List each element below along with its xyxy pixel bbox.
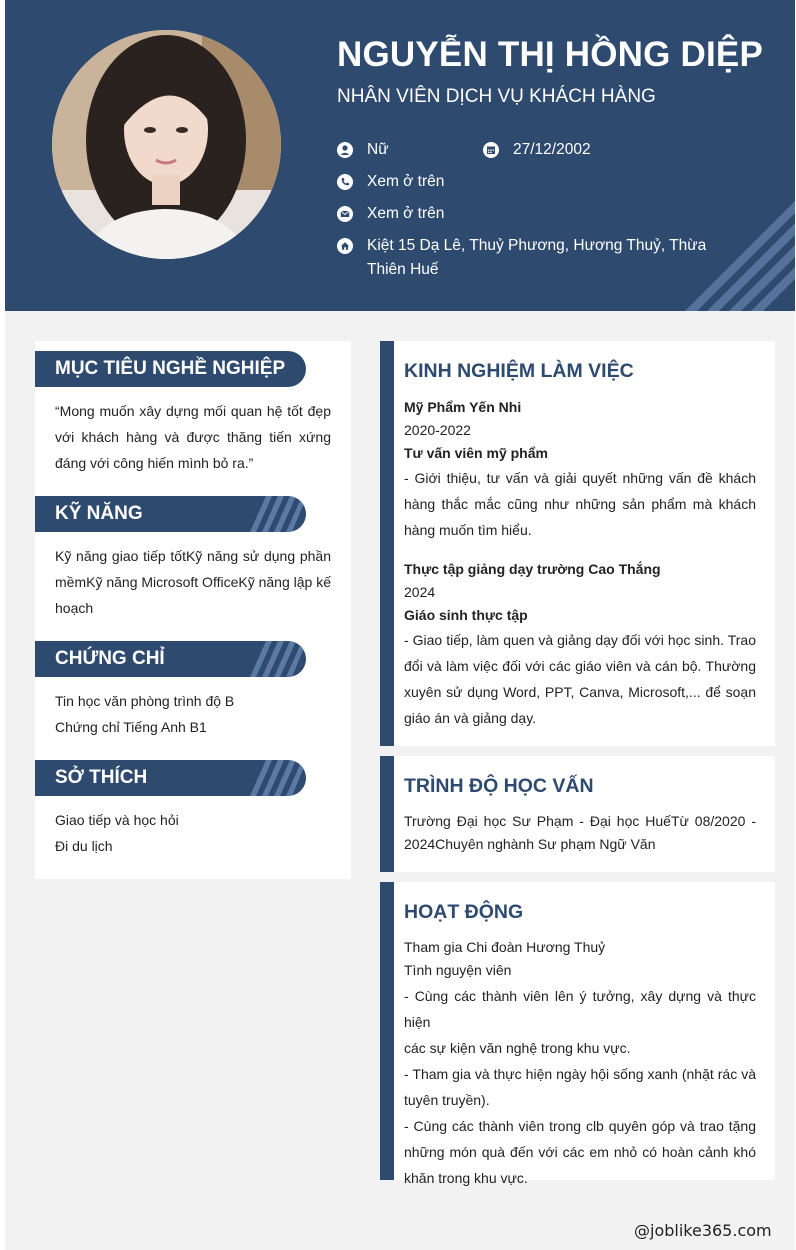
hobbies-list xyxy=(55,807,331,859)
experience-card xyxy=(380,341,775,746)
list-item: Chứng chỉ Tiếng Anh B1 xyxy=(55,719,207,735)
email-value: Xem ở trên xyxy=(367,205,445,222)
gender-row xyxy=(337,138,389,162)
profile-photo xyxy=(52,30,281,259)
card-accent-bar xyxy=(380,756,394,872)
phone-row xyxy=(337,170,444,194)
hobbies-heading: SỞ THÍCH xyxy=(35,760,306,796)
job-description: - Giao tiếp, làm quen và giảng dạy đối với học sinh. Trao đổi và làm việc đối với các giáo viên và cán bộ. Thường xuyên sử dụng Word, PPT, Canva, Microsoft,... để soạn giáo án và giảng dạy. xyxy=(404,632,756,726)
job-description: - Giới thiệu, tư vấn và giải quyết những vấn đề khách hàng thắc mắc cũng như những sản phẩm mà khách hàng muốn tìm hiểu. xyxy=(404,470,756,538)
heading-stripes-icon xyxy=(236,760,306,796)
phone-icon xyxy=(337,174,353,190)
job-title: NHÂN VIÊN DỊCH VỤ KHÁCH HÀNG xyxy=(337,86,656,107)
list-item: Đi du lịch xyxy=(55,838,113,854)
job-role: Giáo sinh thực tập xyxy=(404,607,528,623)
education-card xyxy=(380,756,775,872)
activities-heading: HOẠT ĐỘNG xyxy=(404,901,524,923)
certificates-heading: CHỨNG CHỈ xyxy=(35,641,306,677)
list-item: Tin học văn phòng trình độ B xyxy=(55,693,235,709)
phone-value: Xem ở trên xyxy=(367,173,445,190)
job-company: Mỹ Phẩm Yến Nhi xyxy=(404,399,522,415)
activity-description: - Cùng các thành viên lên ý tưởng, xây dựng và thực hiện các sự kiện văn nghệ trong khu vực. - Tham gia và thực hiện ngày hội sống xanh (nhặt rác và tuyên truyền). - Cùng các thành viên trong clb quyên góp và trao tặng những món quà đến với các em nhỏ có hoàn cảnh khó khăn trong khu vực. xyxy=(404,988,756,1186)
activity-org: Tham gia Chi đoàn Hương Thuỷ xyxy=(404,939,606,955)
birthday-row xyxy=(483,138,591,162)
objective-text: “Mong muốn xây dựng mối quan hệ tốt đẹp với khách hàng và được thăng tiến xứng đáng với công hiến mình bỏ ra.” xyxy=(55,403,331,471)
job-company: Thực tập giảng dạy trường Cao Thắng xyxy=(404,561,661,577)
gender-value: Nữ xyxy=(367,141,389,158)
person-icon xyxy=(337,142,353,158)
profile-photo-illustration xyxy=(52,30,281,259)
job-period: 2024 xyxy=(404,584,436,600)
job-period: 2020-2022 xyxy=(404,422,471,438)
address-value: Kiệt 15 Dạ Lê, Thuỷ Phương, Hương Thuỷ, Thừa Thiên Huế xyxy=(367,237,707,278)
education-heading: TRÌNH ĐỘ HỌC VẤN xyxy=(404,775,594,797)
education-text: Trường Đại học Sư Phạm - Đại học HuếTừ 08/2020 - 2024Chuyên nghành Sư phạm Ngữ Văn xyxy=(404,813,756,852)
email-row xyxy=(337,202,444,226)
job-role: Tư vấn viên mỹ phẩm xyxy=(404,445,548,461)
activities-card xyxy=(380,882,775,1186)
candidate-name: NGUYỄN THỊ HỒNG DIỆP xyxy=(337,35,763,74)
skills-heading: KỸ NĂNG xyxy=(35,496,306,532)
card-accent-bar xyxy=(380,341,394,746)
decorative-stripes xyxy=(675,201,795,311)
skills-text: Kỹ năng giao tiếp tốtKỹ năng sử dụng phần mềmKỹ năng Microsoft OfficeKỹ năng lập kế hoạch xyxy=(55,548,331,616)
email-icon xyxy=(337,206,353,222)
footer-watermark: @joblike365.com xyxy=(634,1221,772,1240)
home-icon xyxy=(337,238,353,254)
card-accent-bar xyxy=(380,882,394,1180)
certificates-list xyxy=(55,688,331,740)
objective-heading: MỤC TIÊU NGHỀ NGHIỆP xyxy=(35,351,306,387)
cv-page xyxy=(5,0,795,1250)
experience-heading: KINH NGHIỆM LÀM VIỆC xyxy=(404,360,634,382)
left-column xyxy=(35,341,351,879)
list-item: Giao tiếp và học hỏi xyxy=(55,812,179,828)
heading-stripes-icon xyxy=(236,641,306,677)
cv-header xyxy=(5,0,795,311)
heading-stripes-icon xyxy=(236,496,306,532)
calendar-icon xyxy=(483,142,499,158)
address-row xyxy=(337,234,707,282)
birthday-value: 27/12/2002 xyxy=(513,141,591,158)
activity-role: Tình nguyện viên xyxy=(404,962,512,978)
